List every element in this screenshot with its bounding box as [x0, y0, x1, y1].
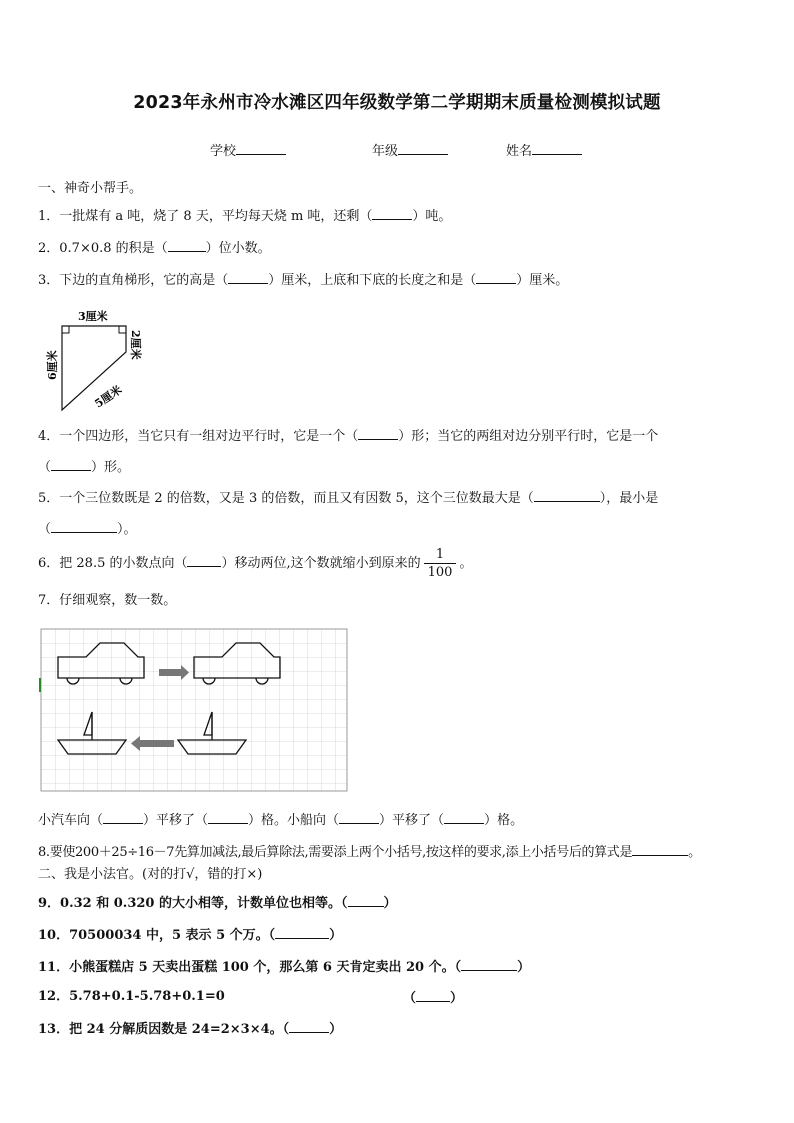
question-5-line-2: （ ）。 — [38, 519, 137, 539]
car-distance-blank[interactable] — [208, 810, 248, 824]
question-3: 3．下边的直角梯形，它的高是（ ）厘米，上底和下底的长度之和是（ ）厘米。 — [38, 270, 568, 290]
question-2: 2．0.7×0.8 的积是（ ）位小数。 — [38, 238, 271, 258]
trapezoid-figure — [40, 300, 160, 415]
question-12-answer: （ ） — [403, 988, 463, 1008]
q3-sum-blank[interactable] — [476, 270, 516, 284]
page-title: 2023年永州市冷水滩区四年级数学第二学期期末质量检测模拟试题 — [133, 93, 661, 113]
trapezoid-slant-label: 5厘米 — [92, 383, 125, 411]
q1-answer-blank[interactable] — [372, 206, 412, 220]
q2-answer-blank[interactable] — [168, 238, 206, 252]
question-10: 10．70500034 中，5 表示 5 个万。（ ） — [38, 925, 342, 945]
trapezoid-top-label: 3厘米 — [78, 310, 108, 323]
question-7-answer: 小汽车向（ ）平移了（ ）格。小船向（ ）平移了（ ）格。 — [38, 810, 523, 830]
q12-answer-blank[interactable] — [416, 988, 450, 1002]
boat-distance-blank[interactable] — [444, 810, 484, 824]
name-field[interactable]: 姓名 — [506, 140, 582, 159]
q5-max-blank[interactable] — [534, 488, 600, 502]
question-4-line-2: （ ）形。 — [38, 457, 130, 477]
q11-answer-blank[interactable] — [461, 957, 517, 971]
trapezoid-left-label: 6厘米 — [46, 350, 59, 380]
question-11: 11．小熊蛋糕店 5 天卖出蛋糕 100 个，那么第 6 天肯定卖出 20 个。（ ） — [38, 957, 530, 977]
q4-answer-1-blank[interactable] — [358, 426, 398, 440]
q3-height-blank[interactable] — [228, 270, 268, 284]
q6-direction-blank[interactable] — [187, 553, 221, 567]
question-13: 13．把 24 分解质因数是 24=2×3×4。（ ） — [38, 1019, 342, 1039]
question-12: 12．5.78+0.1-5.78+0.1=0 — [38, 989, 225, 1004]
q5-min-blank[interactable] — [51, 519, 117, 533]
question-4-line-1: 4．一个四边形，当它只有一组对边平行时，它是一个（ ）形；当它的两组对边分别平行时，它是一个 — [38, 426, 658, 446]
q10-answer-blank[interactable] — [275, 925, 329, 939]
grade-field[interactable]: 年级 — [372, 140, 448, 159]
question-9: 9．0.32 和 0.320 的大小相等，计数单位也相等。（ ） — [38, 893, 397, 913]
car-direction-blank[interactable] — [103, 810, 143, 824]
q9-answer-blank[interactable] — [348, 893, 384, 907]
boat-direction-blank[interactable] — [339, 810, 379, 824]
question-5-line-1: 5．一个三位数既是 2 的倍数，又是 3 的倍数，而且又有因数 5，这个三位数最大是（ ），最小是 — [38, 488, 658, 508]
question-8: 8.要使200＋25÷16－7先算加减法,最后算除法,需要添上两个小括号,按这样的要求,添上小括号后的算式是 。 — [38, 842, 701, 862]
question-1: 1．一批煤有 a 吨，烧了 8 天，平均每天烧 m 吨，还剩（ ）吨。 — [38, 206, 451, 226]
section-2-heading: 二、我是小法官。(对的打√，错的打×) — [38, 867, 263, 882]
question-6: 6．把 28.5 的小数点向（ ）移动两位,这个数就缩小到原来的 $\frac{1}{100}$ 。 — [38, 547, 473, 580]
q4-answer-2-blank[interactable] — [51, 457, 91, 471]
school-field[interactable]: 学校 — [210, 140, 286, 159]
q8-answer-blank[interactable] — [632, 842, 688, 856]
q13-answer-blank[interactable] — [289, 1019, 329, 1033]
grid-figure — [38, 626, 350, 794]
fraction-1-100: $\frac{1}{100}$ — [424, 546, 457, 581]
trapezoid-right-label: 2厘米 — [129, 330, 142, 360]
section-1-heading: 一、神奇小帮手。 — [38, 181, 143, 196]
question-7-heading: 7．仔细观察，数一数。 — [38, 593, 177, 608]
